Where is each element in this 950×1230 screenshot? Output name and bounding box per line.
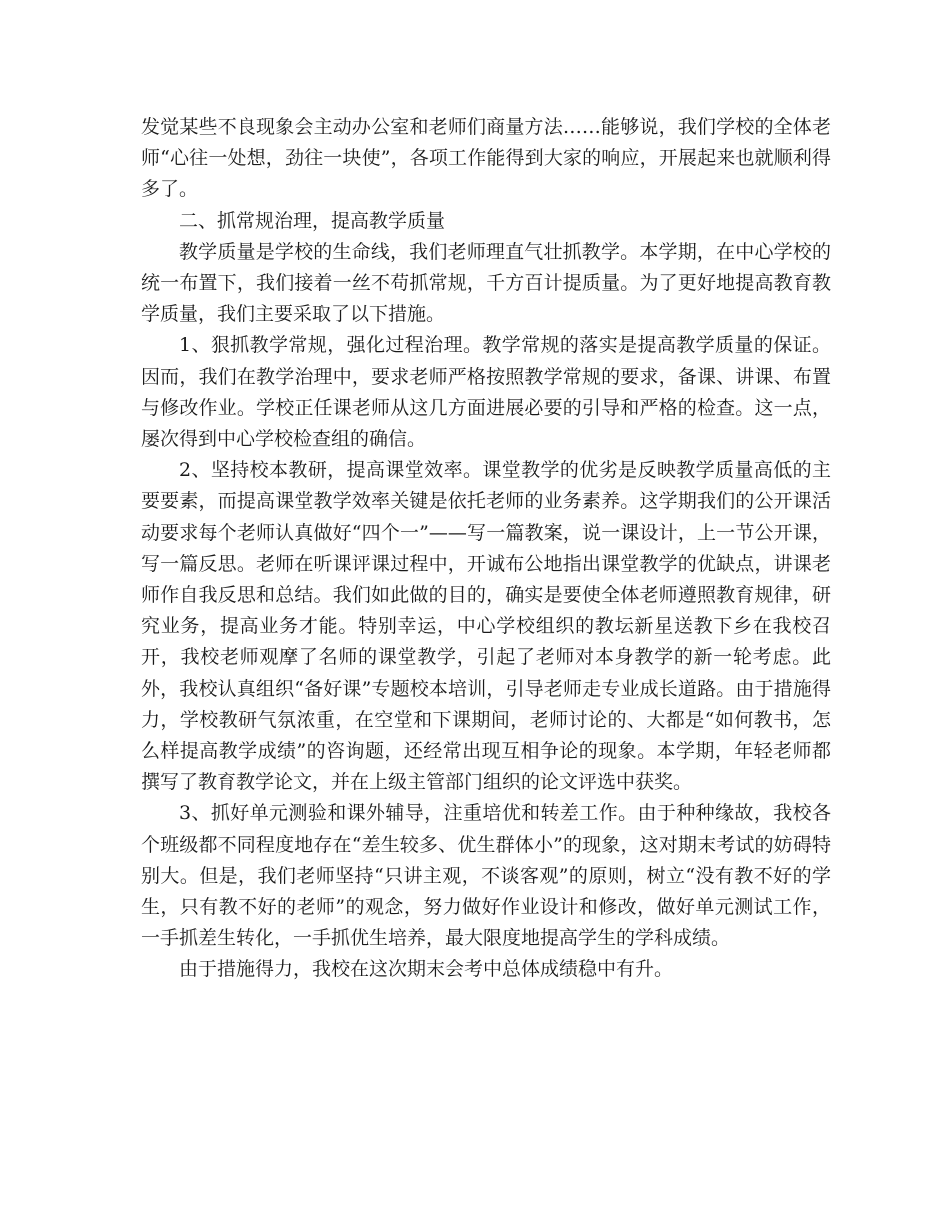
section-heading: 二、抓常规治理，提高教学质量 (179, 209, 446, 232)
paragraph-conclusion: 由于措施得力，我校在这次期末会考中总体成绩稳中有升。 (179, 958, 674, 981)
paragraph-measure-3: 3、抓好单元测验和课外辅导，注重培优和转差工作。由于种种缘故，我校各个班级都不同程度地存在“差生较多、优生群体小”的现象，这对期末考试的妨碍特别大。但是，我们老师坚持“只讲主观，不谈客观”的原则，树立“没有教不好的学生，只有教不好的老师”的观念，努力做好作业设计和修改，做好单元测试工作，一手抓差生转化，一手抓优生培养，最大限度地提高学生的学科成绩。 (141, 802, 831, 950)
paragraph-measure-2: 2、坚持校本教研，提高课堂效率。课堂教学的优劣是反映教学质量高低的主要要素，而提高课堂教学效率关键是依托老师的业务素养。这学期我们的公开课活动要求每个老师认真做好“四个一”——写一篇教案，说一课设计，上一节公开课，写一篇反思。老师在听课评课过程中，开诚布公地指出课堂教学的优缺点，讲课老师作自我反思和总结。我们如此做的目的，确实是要使全体老师遵照教育规律，研究业务，提高业务才能。特别幸运，中心学校组织的教坛新星送教下乡在我校召开，我校老师观摩了名师的课堂教学，引起了老师对本身教学的新一轮考虑。此外，我校认真组织“备好课”专题校本培训，引导老师走专业成长道路。由于措施得力，学校教研气氛浓重，在空堂和下课期间，老师讨论的、大都是“如何教书，怎么样提高教学成绩”的咨询题，还经常出现互相争论的现象。本学期，年轻老师都撰写了教育教学论文，并在上级主管部门组织的论文评选中获奖。 (141, 459, 831, 794)
paragraph-continuation: 发觉某些不良现象会主动办公室和老师们商量方法……能够说，我们学校的全体老师“心往一处想，劲往一块使”，各项工作能得到大家的响应，开展起来也就顺利得多了。 (141, 116, 831, 201)
paragraph-measure-1: 1、狠抓教学常规，强化过程治理。教学常规的落实是提高教学质量的保证。因而，我们在教学治理中，要求老师严格按照教学常规的要求，备课、讲课、布置与修改作业。学校正任课老师从这几方面进展必要的引导和严格的检查。这一点，屡次得到中心学校检查组的确信。 (141, 334, 831, 451)
paragraph-teaching-quality: 教学质量是学校的生命线，我们老师理直气壮抓教学。本学期，在中心学校的统一布置下，我们接着一丝不苟抓常规，千方百计提质量。为了更好地提高教育教学质量，我们主要采取了以下措施。 (141, 240, 831, 326)
document-body (141, 112, 831, 986)
